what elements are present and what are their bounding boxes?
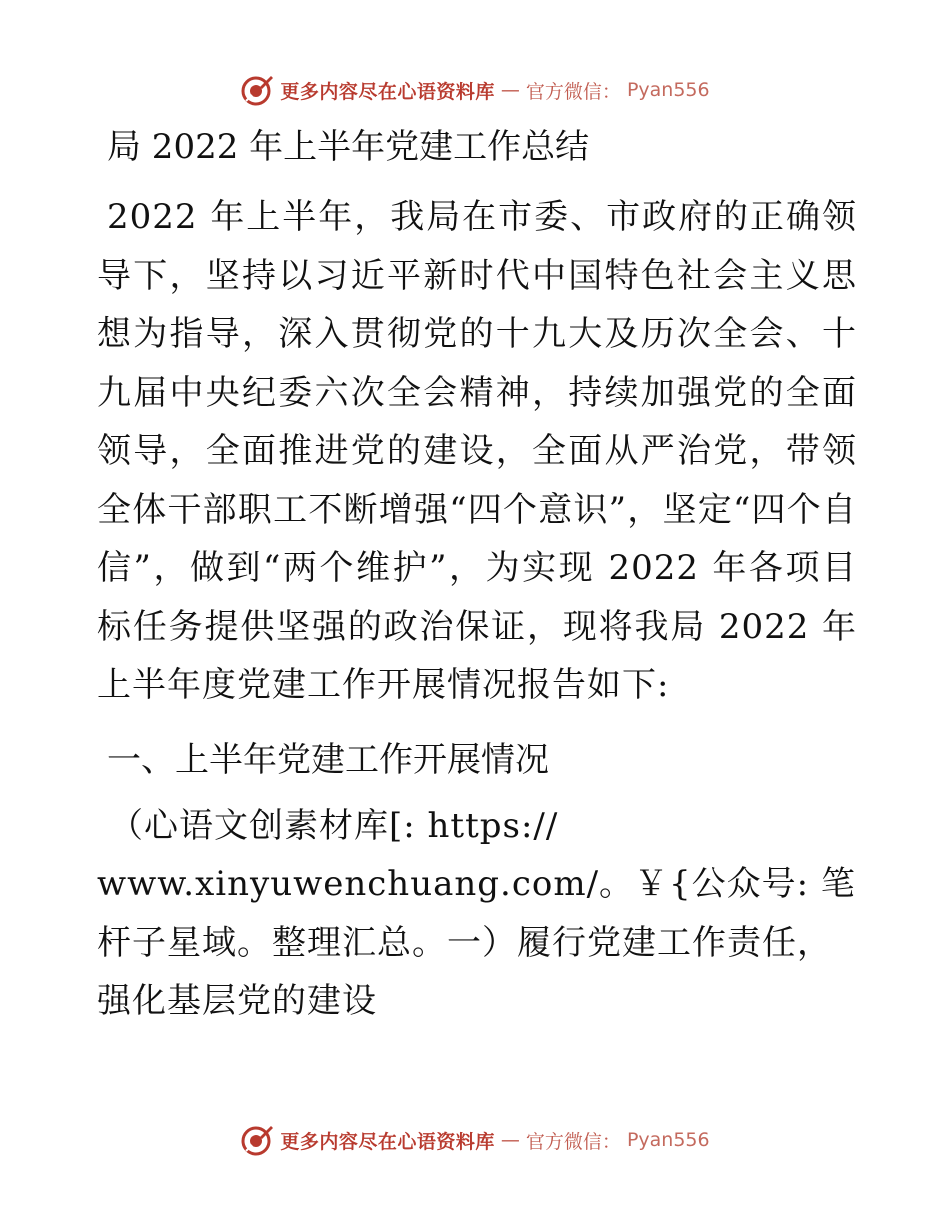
section-line-rest: www.xinyuwenchuang.com/。￥{公众号: 笔杆子星域。整理汇总。一）履行党建工作责任，强化基层党的建设 (97, 864, 856, 1021)
document-title: 局 2022 年上半年党建工作总结 (107, 127, 590, 167)
watermark-banner-bottom (0, 1122, 950, 1158)
watermark-id: Pyan556 (626, 79, 710, 101)
document-body (97, 120, 857, 1031)
watermark-dash: — (500, 1129, 520, 1151)
pen-nib-circle-icon (240, 1123, 274, 1157)
intro-text: 2022 年上半年，我局在市委、市政府的正确领导下，坚持以习近平新时代中国特色社会主义思想为指导，深入贯彻党的十九大及历次全会、十九届中央纪委六次全会精神，持续加强党的全面领导，全面推进党的建设，全面从严治党，带领全体干部职工不断增强“四个意识”，坚定“四个自信”，做到“两个维护”，为实现 2022 年各项目标任务提供坚强的政治保证，现将我局 2022 年上半年度党建工作开展情况报告如下: (97, 197, 857, 705)
watermark-sub-text: 官方微信： (525, 80, 621, 103)
watermark-dash: — (500, 79, 520, 101)
pen-nib-circle-icon (240, 73, 274, 107)
watermark-id: Pyan556 (626, 1129, 710, 1151)
intro-paragraph (97, 188, 857, 715)
watermark-banner-top (0, 72, 950, 108)
watermark-sub-text: 官方微信： (525, 1130, 621, 1153)
watermark-main-text: 更多内容尽在心语资料库 (280, 1130, 495, 1153)
watermark-main-text: 更多内容尽在心语资料库 (280, 80, 495, 103)
section-paragraph (97, 797, 857, 1031)
section-heading: 一、上半年党建工作开展情况 (107, 739, 549, 780)
section-line-1: （心语文创素材库[: https:// (109, 805, 559, 846)
